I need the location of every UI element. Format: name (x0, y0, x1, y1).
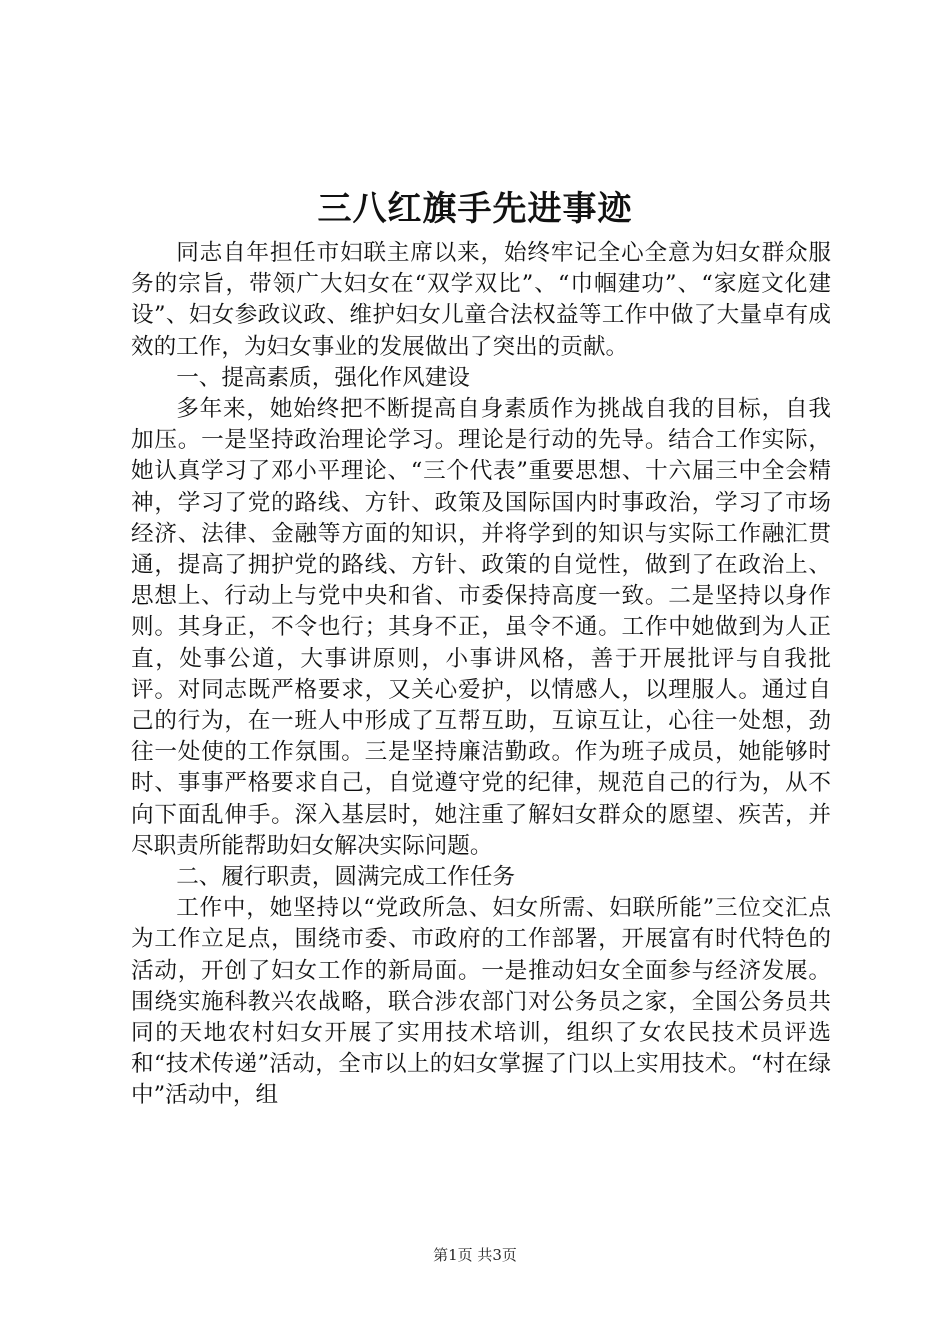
section-heading-1: 一、提高素质，强化作风建设 (176, 364, 470, 391)
paragraph-intro: 同志自年担任市妇联主席以来，始终牢记全心全意为妇女群众服务的宗旨，带领广大妇女在“双学双比”、“巾帼建功”、“家庭文化建设”、妇女参政议政、维护妇女儿童合法权益等工作中做了大量卓有成效的工作，为妇女事业的发展做出了突出的贡献。 (131, 240, 831, 360)
document-title: 三八红旗手先进事迹 (317, 189, 633, 229)
document-body (131, 238, 831, 1112)
section-heading-2: 二、履行职责，圆满完成工作任务 (176, 864, 516, 891)
paragraph-section-2: 工作中，她坚持以“党政所急、妇女所需、妇联所能”三位交汇点为工作立足点，围绕市委、市政府的工作部署，开展富有时代特色的活动，开创了妇女工作的新局面。一是推动妇女全面参与经济发展。围绕实施科教兴农战略，联合涉农部门对公务员之家，全国公务员共同的天地农村妇女开展了实用技术培训，组织了女农民技术员评选和“技术传递”活动，全市以上的妇女掌握了门以上实用技术。“村在绿中”活动中，组 (131, 895, 831, 1109)
page-footer: 第1页 共3页 (433, 1246, 517, 1264)
paragraph-section-1: 多年来，她始终把不断提高自身素质作为挑战自我的目标，自我加压。一是坚持政治理论学习。理论是行动的先导。结合工作实际，她认真学习了邓小平理论、“三个代表”重要思想、十六届三中全会精神，学习了党的路线、方针、政策及国际国内时事政治，学习了市场经济、法律、金融等方面的知识，并将学到的知识与实际工作融汇贯通，提高了拥护党的路线、方针、政策的自觉性，做到了在政治上、思想上、行动上与党中央和省、市委保持高度一致。二是坚持以身作则。其身正，不令也行；其身不正，虽令不通。工作中她做到为人正直，处事公道，大事讲原则，小事讲风格，善于开展批评与自我批评。对同志既严格要求，又关心爱护，以情感人，以理服人。通过自己的行为，在一班人中形成了互帮互助，互谅互让，心往一处想，劲往一处使的工作氛围。三是坚持廉洁勤政。作为班子成员，她能够时时、事事严格要求自己，自觉遵守党的纪律，规范自己的行为，从不向下面乱伸手。深入基层时，她注重了解妇女群众的愿望、疾苦，并尽职责所能帮助妇女解决实际问题。 (131, 396, 831, 859)
